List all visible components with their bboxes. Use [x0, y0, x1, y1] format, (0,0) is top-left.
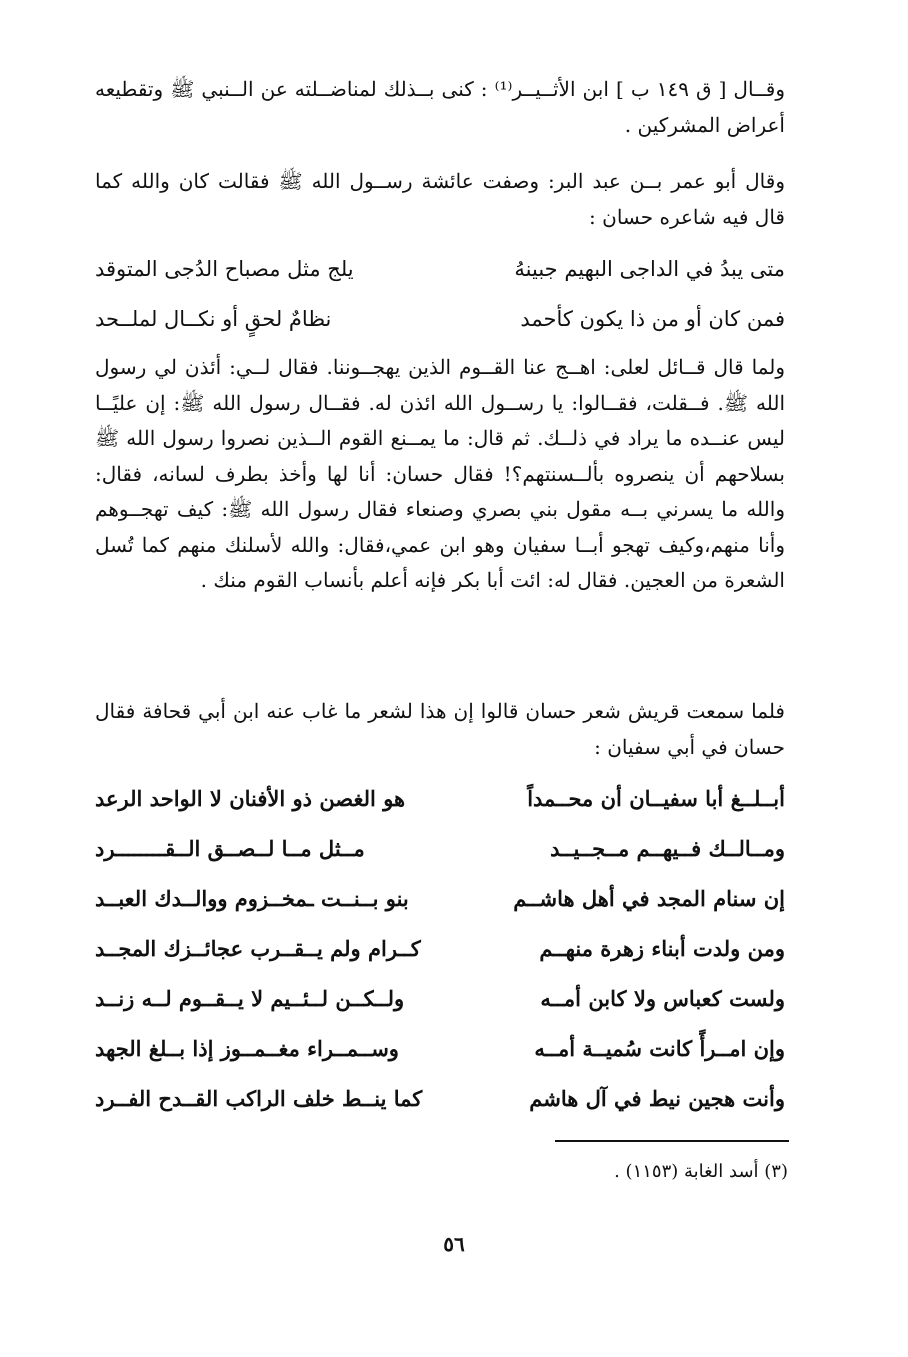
- verse-first-hemistich: ولست كعباس ولا كابن أمــه: [540, 986, 785, 1011]
- verse-first-hemistich: أبــلــغ أبا سفيــان أن محــمداً: [527, 786, 785, 811]
- paragraph-1: [95, 72, 785, 143]
- verse-first-hemistich: إن سنام المجد في أهل هاشــم: [513, 886, 785, 911]
- verse-line: [95, 926, 785, 972]
- verse-line: [95, 876, 785, 922]
- verse-first-hemistich: وإن امــرأً كانت سُميــة أمــه: [534, 1036, 785, 1061]
- footnote-divider: [555, 1140, 789, 1142]
- paragraph-text: ولما قال قــائل لعلى: اهــج عنا القــوم الذين يهجــوننا. فقال لــي: أئذن لي رسول الله ﷺ. فــقلت، فقــالوا: يا رســول الله ائذن له. فقــال رسول الله ﷺ: إن عليًــا ليس عنــده ما يراد في ذلــك. ثم قال: ما يمــنع القوم الــذين نصروا رسول الله ﷺ بسلاحهم أن ينصروه بألــسنتهم؟! فقال حسان: أنا لها وأخذ بطرف لسانه، فقال: والله ما يسرني بــه مقول بني بصري وصنعاء فقال رسول الله ﷺ: كيف تهجــوهم وأنا منهم،وكيف تهجو أبــا سفيان وهو ابن عمي،فقال: والله لأسلنك منهم كما تُسل الشعرة من العجين. فقال له: ائت أبا بكر فإنه أعلم بأنساب القوم منك .: [95, 355, 785, 592]
- verse-first-hemistich: متى يبدُ في الداجى البهيم جبينهُ: [514, 257, 785, 281]
- verse-line: [95, 976, 785, 1022]
- verse-second-hemistich: كــرام ولم يــقــرب عجائــزك المجــد: [95, 936, 421, 961]
- verse-second-hemistich: بنو بــنــت ـمخــزوم ووالــدك العبــد: [95, 886, 409, 911]
- verse-second-hemistich: يلج مثل مصباح الدُجى المتوقد: [95, 257, 354, 281]
- verse-second-hemistich: مــثل مــا لــصــق الــقــــــــرد: [95, 836, 365, 861]
- verse-line: [95, 776, 785, 822]
- paragraph-text: وقــال [ ق ١٤٩ ب ] ابن الأثــيــر⁽¹⁾ : كنى بــذلك لمناضــلته عن الــنبي ﷺ وتقطيعه أعراض المشركين .: [95, 77, 785, 137]
- verse-second-hemistich: ولــكــن لــئــيم لا يــقــوم لــه زنــد: [95, 986, 405, 1011]
- verse-first-hemistich: ومــالــك فــيهــم مــجــيــد: [550, 836, 785, 861]
- paragraph-3: [95, 350, 785, 599]
- paragraph-4: [95, 694, 785, 765]
- paragraph-2: [95, 164, 785, 235]
- verse-second-hemistich: نظامٌ لحقٍ أو نكــال لملــحد: [95, 307, 332, 331]
- verse-second-hemistich: وســمــراء مغــمــوز إذا بــلغ الجهد: [95, 1036, 399, 1061]
- verse-first-hemistich: ومن ولدت أبناء زهرة منهــم: [539, 936, 785, 961]
- verse-line: [95, 1026, 785, 1072]
- verse-line: [95, 246, 785, 292]
- verse-second-hemistich: كما ينــط خلف الراكب القــدح الفــرد: [95, 1086, 423, 1111]
- paragraph-text: وقال أبو عمر بــن عبد البر: وصفت عائشة رســول الله ﷺ فقالت كان والله كما قال فيه شاعره حسان :: [95, 169, 785, 229]
- verse-first-hemistich: فمن كان أو من ذا يكون كأحمد: [520, 307, 785, 331]
- footnote: (٣) أسد الغابة (١١٥٣) .: [614, 1161, 788, 1182]
- paragraph-text: فلما سمعت قريش شعر حسان قالوا إن هذا لشعر ما غاب عنه ابن أبي قحافة فقال حسان في أبي سفيان :: [95, 699, 785, 759]
- verse-second-hemistich: هو الغصن ذو الأفنان لا الواحد الرعد: [95, 786, 406, 811]
- verse-first-hemistich: وأنت هجين نيط في آل هاشم: [529, 1086, 785, 1111]
- verse-line: [95, 296, 785, 342]
- verse-line: [95, 826, 785, 872]
- page-number: ٥٦: [443, 1232, 465, 1256]
- verse-line: [95, 1076, 785, 1122]
